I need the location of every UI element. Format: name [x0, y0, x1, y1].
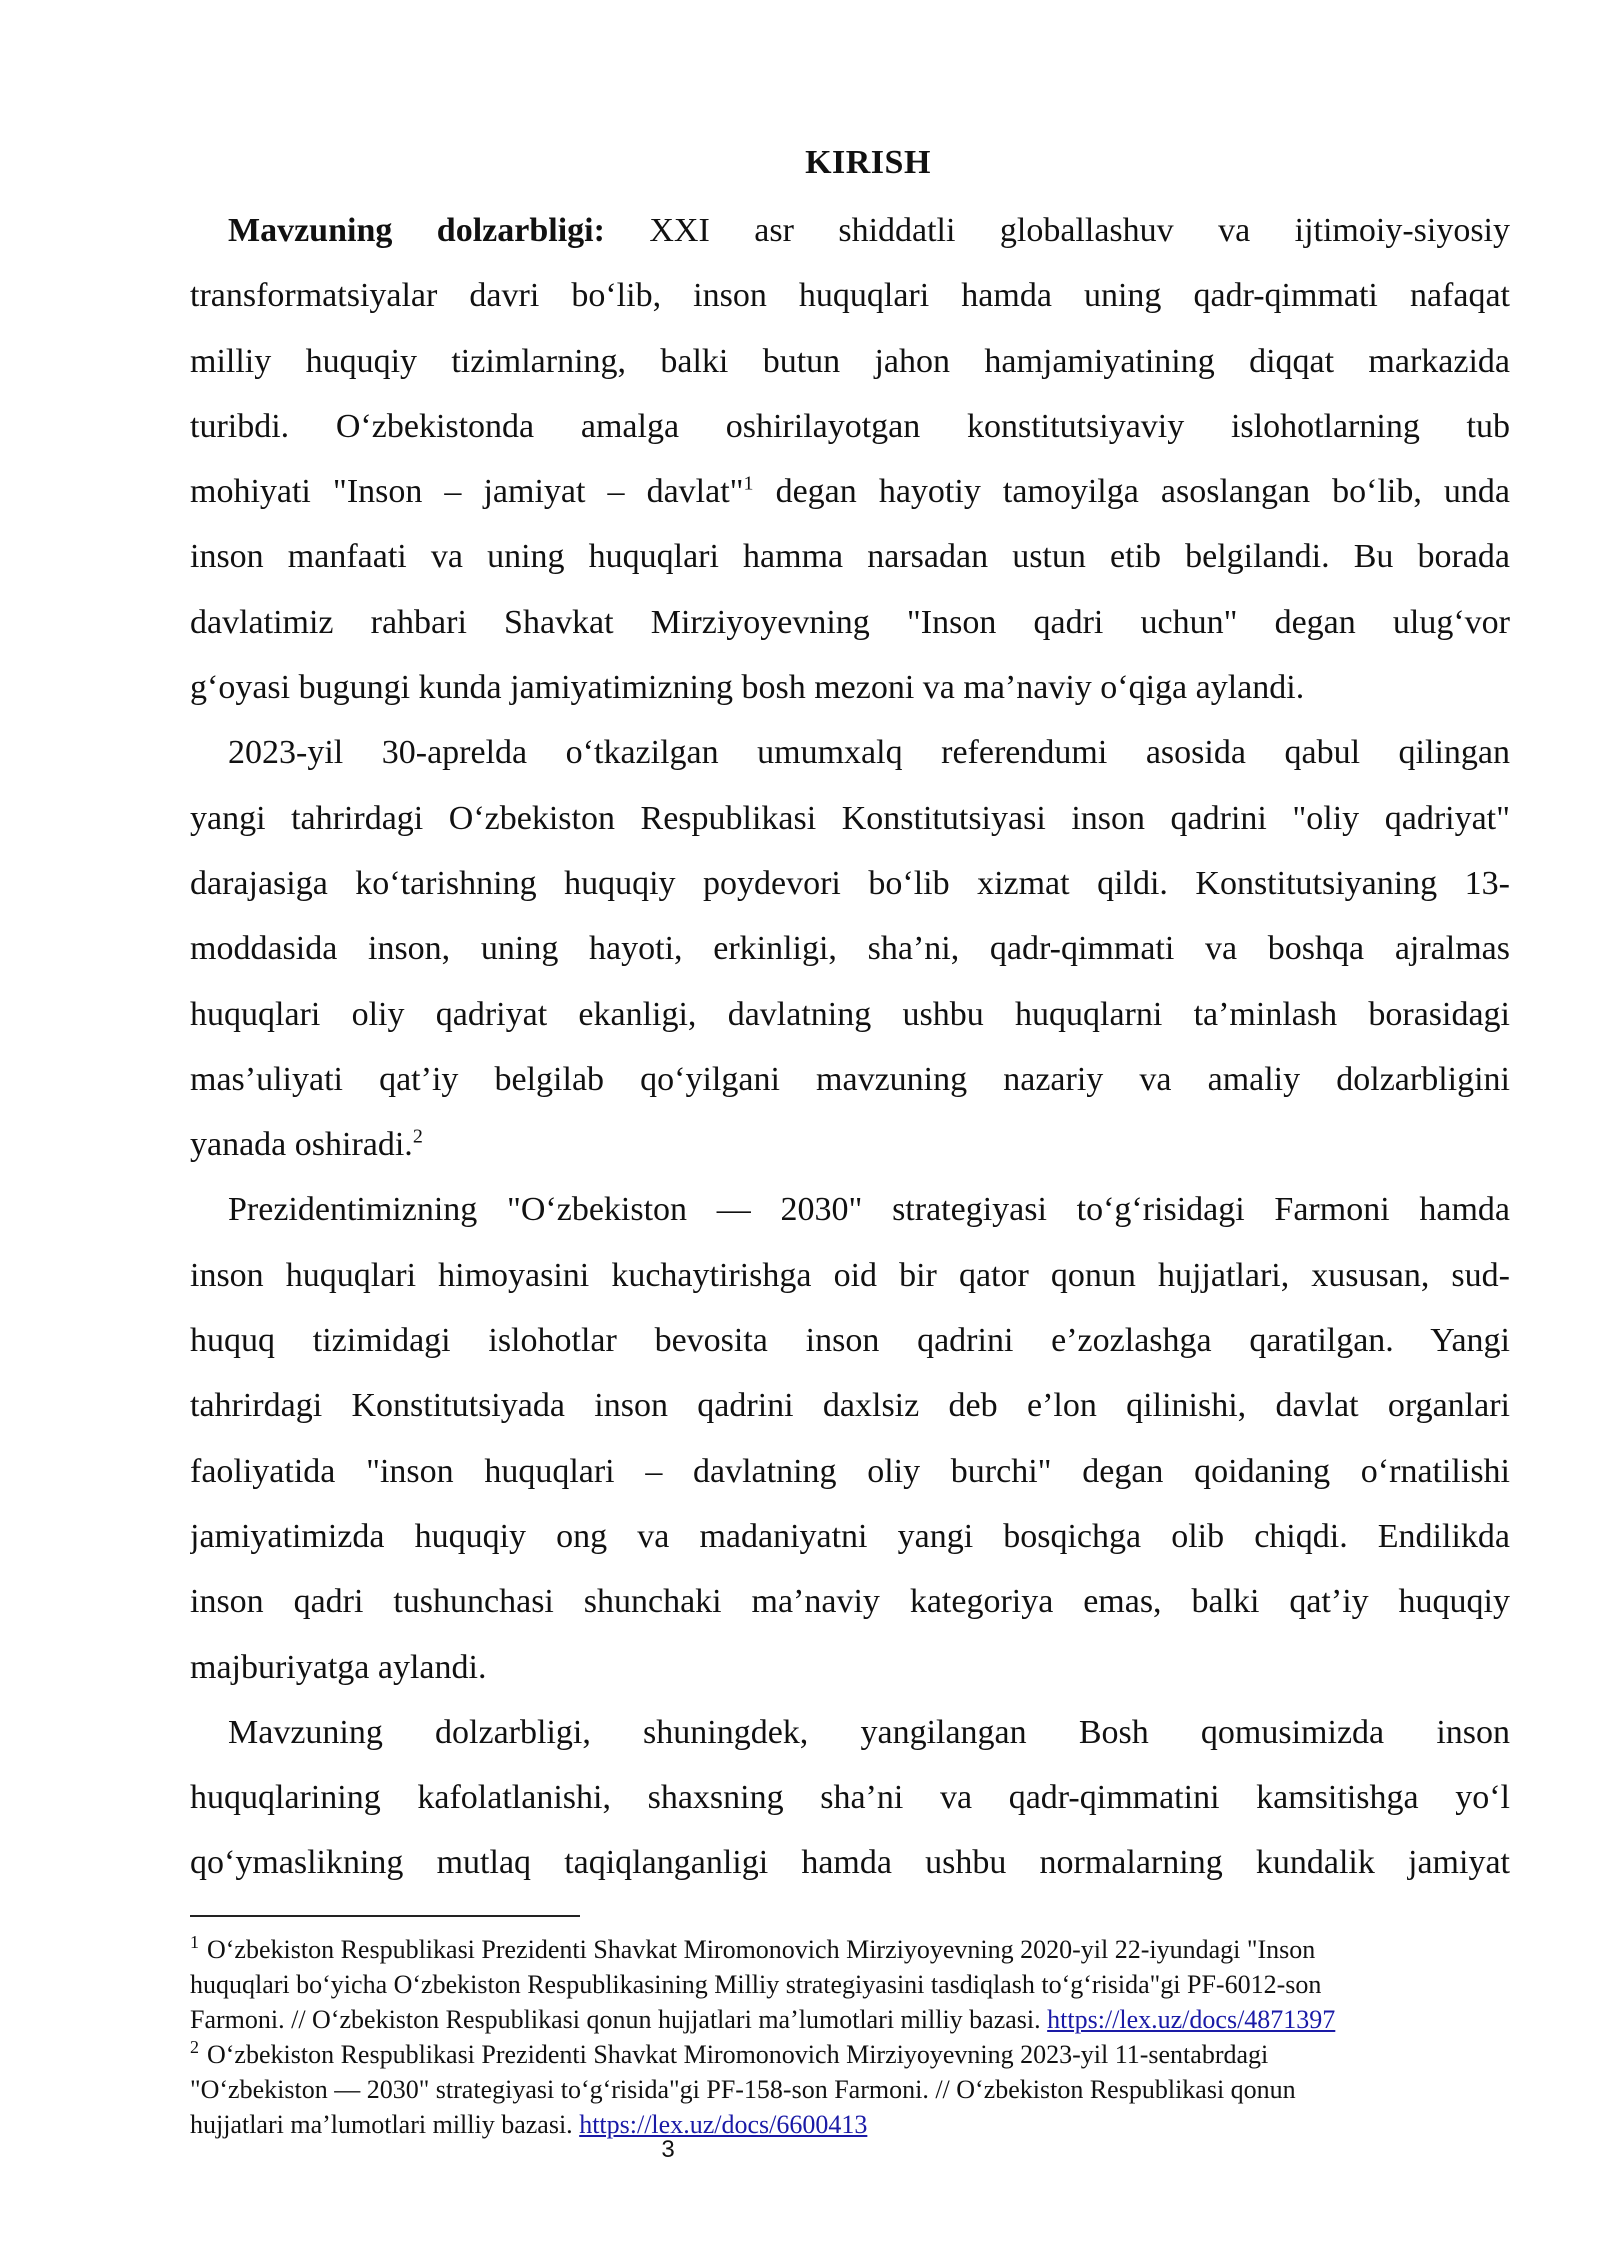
- body-line: [190, 524, 1510, 589]
- body-line: [190, 590, 1510, 655]
- line-text: inson huquqlari himoyasini kuchaytirishga oid bir qator qonun hujjatlari, xususan, sud-: [190, 1256, 1510, 1294]
- line-text: inson qadri tushunchasi shunchaki ma’naviy kategoriya emas, balki qat’iy huquqiy: [190, 1583, 1510, 1621]
- body-line: [190, 1373, 1510, 1438]
- body-line: [190, 1700, 1510, 1765]
- line-text: yangi tahrirdagi O‘zbekiston Respublikasi Konstitutsiyasi inson qadrini "oliy qadriyat": [190, 799, 1510, 837]
- footnote-line: [190, 2002, 1510, 2037]
- line-text: milliy huquqiy tizimlarning, balki butun jahon hamjamiyatining diqqat markazida: [190, 342, 1510, 380]
- body-line: [190, 982, 1510, 1047]
- footnote-number: 2: [190, 2037, 199, 2058]
- line-text: jamiyatimizda huquqiy ong va madaniyatni yangi bosqichga olib chiqdi. Endilikda: [190, 1517, 1510, 1555]
- line-text: g‘oyasi bugungi kunda jamiyatimizning bosh mezoni va ma’naviy o‘qiga aylandi.: [190, 669, 1305, 707]
- body-line: [190, 1765, 1510, 1830]
- footnote-line: [190, 2072, 1510, 2107]
- line-text: transformatsiyalar davri bo‘lib, inson huquqlari hamda uning qadr-qimmati nafaqat: [190, 277, 1510, 315]
- line-text: tahrirdagi Konstitutsiyada inson qadrini daxlsiz deb e’lon qilinishi, davlat organlari: [190, 1387, 1510, 1425]
- line-text: Mavzuning dolzarbligi, shuningdek, yangilangan Bosh qomusimizda inson: [228, 1713, 1510, 1751]
- line-text: moddasida inson, uning hayoti, erkinligi, sha’ni, qadr-qimmati va boshqa ajralmas: [190, 930, 1510, 968]
- footnote-text: "O‘zbekiston — 2030" strategiyasi to‘g‘risida"gi PF-158-son Farmoni. // O‘zbekiston Respublikasi qonun: [190, 2075, 1296, 2104]
- body-line: [190, 851, 1510, 916]
- line-text: darajasiga ko‘tarishning huquqiy poydevori bo‘lib xizmat qildi. Konstitutsiyaning 13-: [190, 864, 1510, 902]
- footnote-text: O‘zbekiston Respublikasi Prezidenti Shavkat Miromonovich Mirziyoyevning 2023-yil 11-sentabrdagi: [207, 2040, 1269, 2069]
- body-line: [190, 1439, 1510, 1504]
- page-number: 3: [661, 2136, 675, 2163]
- body-line: [190, 1243, 1510, 1308]
- footnote-text: hujjatlari ma’lumotlari milliy bazasi.: [190, 2110, 580, 2139]
- body-line: [190, 1635, 1510, 1700]
- line-text: davlatimiz rahbari Shavkat Mirziyoyevning "Inson qadri uchun" degan ulug‘vor: [190, 603, 1510, 641]
- line-text: qo‘ymaslikning mutlaq taqiqlanganligi hamda ushbu normalarning kundalik jamiyat: [190, 1844, 1510, 1882]
- footnotes: [190, 1932, 1510, 2142]
- footnote-reference[interactable]: 1: [743, 472, 754, 495]
- line-text: inson manfaati va uning huquqlari hamma narsadan ustun etib belgilandi. Bu borada: [190, 538, 1510, 576]
- body-line: [190, 263, 1510, 328]
- footnote-text: huquqlari bo‘yicha O‘zbekiston Respublikasining Milliy strategiyasini tasdiqlash to‘g‘risida"gi PF-6012-son: [190, 1970, 1322, 1999]
- body-line: [190, 459, 1510, 524]
- body-line: [190, 1308, 1510, 1373]
- body-line: [190, 916, 1510, 981]
- footnote-reference[interactable]: 2: [412, 1125, 423, 1148]
- line-text: mas’uliyati qat’iy belgilab qo‘yilgani mavzuning nazariy va amaliy dolzarbligini: [190, 1060, 1510, 1098]
- body-line: [190, 655, 1510, 720]
- line-text: turibdi. O‘zbekistonda amalga oshirilayotgan konstitutsiyaviy islohotlarning tub: [190, 407, 1510, 445]
- footnote-link[interactable]: https://lex.uz/docs/6600413: [579, 2110, 868, 2139]
- line-text: degan hayotiy tamoyilga asoslangan bo‘lib, unda: [753, 473, 1510, 511]
- footnote-link[interactable]: https://lex.uz/docs/4871397: [1047, 2005, 1336, 2034]
- footnote-text: O‘zbekiston Respublikasi Prezidenti Shavkat Miromonovich Mirziyoyevning 2020-yil 22-iyundagi "Inson: [207, 1935, 1316, 1964]
- body-line: [190, 1112, 1510, 1177]
- body-line: [190, 720, 1510, 785]
- page-heading: KIRISH: [805, 144, 931, 181]
- footnote-line: [190, 1967, 1510, 2002]
- body-line: [190, 394, 1510, 459]
- footnote-line: [190, 2037, 1510, 2072]
- body-line: [190, 1177, 1510, 1242]
- line-text: 2023-yil 30-aprelda o‘tkazilgan umumxalq referendumi asosida qabul qilingan: [228, 734, 1510, 772]
- bold-lead: Mavzuning dolzarbligi:: [228, 212, 605, 249]
- body-line: [190, 329, 1510, 394]
- line-text: yanada oshiradi.: [190, 1126, 413, 1164]
- footnote-number: 1: [190, 1932, 199, 1953]
- body-line: [190, 1504, 1510, 1569]
- line-text: huquqlarining kafolatlanishi, shaxsning sha’ni va qadr-qimmatini kamsitishga yo‘l: [190, 1779, 1510, 1817]
- line-text: Prezidentimizning "O‘zbekiston — 2030" strategiyasi to‘g‘risidagi Farmoni hamda: [228, 1191, 1510, 1229]
- line-text: XXI asr shiddatli globallashuv va ijtimoiy-siyosiy: [604, 212, 1510, 249]
- body-line: [190, 786, 1510, 851]
- footnote-line: [190, 1932, 1510, 1967]
- line-text: majburiyatga aylandi.: [190, 1648, 487, 1686]
- line-text: faoliyatida "inson huquqlari – davlatning oliy burchi" degan qoidaning o‘rnatilishi: [190, 1452, 1510, 1490]
- footnote-text: Farmoni. // O‘zbekiston Respublikasi qonun hujjatlari ma’lumotlari milliy bazasi.: [190, 2005, 1048, 2034]
- body-text: [190, 198, 1510, 1896]
- line-text: huquq tizimidagi islohotlar bevosita inson qadrini e’zozlashga qaratilgan. Yangi: [190, 1322, 1510, 1360]
- body-line: [190, 1830, 1510, 1895]
- body-line: [190, 1047, 1510, 1112]
- line-text: huquqlari oliy qadriyat ekanligi, davlatning ushbu huquqlarni ta’minlash borasidagi: [190, 995, 1510, 1033]
- footnote-separator: [190, 1915, 580, 1917]
- line-text: mohiyati "Inson – jamiyat – davlat": [190, 473, 744, 511]
- body-line: [190, 1569, 1510, 1634]
- body-line: [190, 198, 1510, 263]
